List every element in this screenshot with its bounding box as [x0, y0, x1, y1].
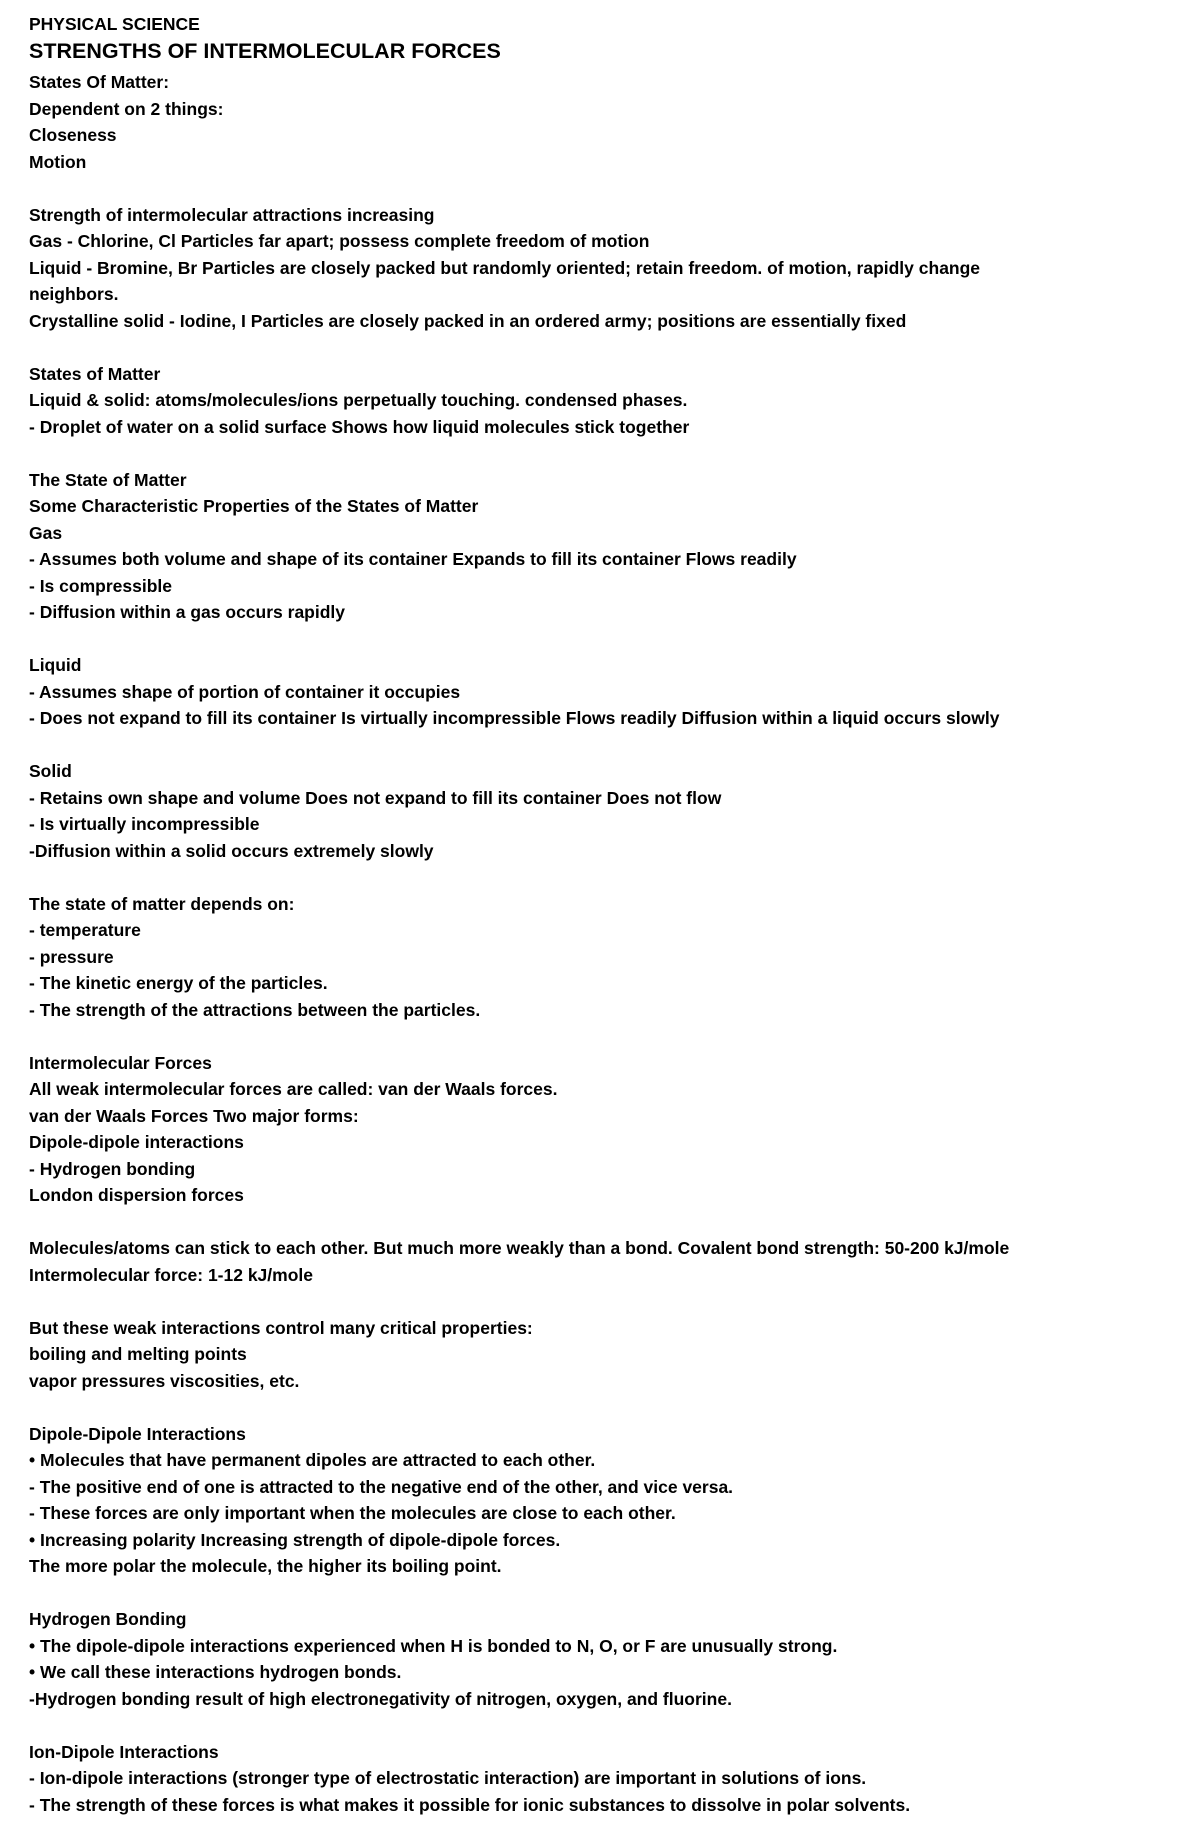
text-line: The state of matter depends on:	[29, 893, 295, 914]
text-line: Dipole-Dipole Interactions	[29, 1423, 246, 1444]
text-line: neighbors.	[29, 284, 119, 304]
blank-line	[29, 1580, 1180, 1607]
blank-line	[29, 1023, 1180, 1050]
text-line: • The dipole-dipole interactions experienced when H is bonded to N, O, or F are unusually strong.	[29, 1635, 838, 1656]
blank-line	[29, 334, 1180, 361]
text-line: -Diffusion within a solid occurs extremely slowly	[29, 840, 434, 861]
text-line: Gas	[29, 522, 63, 543]
text-line: - Ion-dipole interactions (stronger type of electrostatic interaction) are important in solutions of ions.	[29, 1768, 867, 1788]
text-line: Gas - Chlorine, Cl Particles far apart; possess complete freedom of motion	[29, 231, 650, 251]
text-line: Hydrogen Bonding	[29, 1609, 187, 1629]
text-line: - Diffusion within a gas occurs rapidly	[29, 602, 346, 622]
text-line: Intermolecular Forces	[29, 1052, 212, 1073]
text-line: Solid	[29, 761, 72, 781]
text-line: - The kinetic energy of the particles.	[29, 973, 328, 993]
blank-line	[29, 440, 1180, 467]
text-line: States Of Matter:	[29, 72, 170, 92]
text-line: - Is compressible	[29, 575, 172, 596]
text-line: boiling and melting points	[29, 1344, 247, 1364]
text-line: - Does not expand to fill its container Is virtually incompressible Flows readily Diffusion within a liquid occurs slowly	[29, 708, 1000, 728]
text-line: - Droplet of water on a solid surface Shows how liquid molecules stick together	[29, 416, 690, 437]
text-line: • We call these interactions hydrogen bonds.	[29, 1662, 402, 1682]
text-line: • Increasing polarity Increasing strength of dipole-dipole forces.	[29, 1529, 561, 1550]
text-line: Ion-Dipole Interactions	[29, 1741, 219, 1762]
text-line: But these weak interactions control many critical properties:	[29, 1317, 533, 1338]
text-line: vapor pressures viscosities, etc.	[29, 1370, 300, 1391]
text-line: - The strength of these forces is what makes it possible for ionic substances to dissolve in polar solvents.	[29, 1794, 911, 1815]
text-line: • Molecules that have permanent dipoles are attracted to each other.	[29, 1450, 596, 1470]
blank-line	[29, 1288, 1180, 1315]
text-line: - These forces are only important when the molecules are close to each other.	[29, 1503, 676, 1523]
text-line: - Assumes both volume and shape of its container Expands to fill its container Flows readily	[29, 549, 797, 569]
text-line: Dipole-dipole interactions	[29, 1132, 244, 1152]
text-line: Liquid & solid: atoms/molecules/ions perpetually touching. condensed phases.	[29, 390, 688, 410]
text-line: All weak intermolecular forces are called: van der Waals forces.	[29, 1079, 558, 1099]
text-line: - Retains own shape and volume Does not expand to fill its container Does not flow	[29, 787, 722, 808]
blank-line	[29, 1394, 1180, 1421]
text-line: - Assumes shape of portion of container it occupies	[29, 681, 461, 702]
blank-line	[29, 626, 1180, 653]
text-line: -Hydrogen bonding result of high electronegativity of nitrogen, oxygen, and fluorine.	[29, 1688, 732, 1709]
text-line: Liquid	[29, 655, 82, 675]
blank-line	[29, 175, 1180, 202]
text-line: Strength of intermolecular attractions increasing	[29, 204, 435, 225]
blank-line	[29, 732, 1180, 759]
text-line: Dependent on 2 things:	[29, 98, 224, 119]
text-line: - The positive end of one is attracted to the negative end of the other, and vice versa.	[29, 1476, 734, 1497]
subject-heading: PHYSICAL SCIENCE	[29, 14, 200, 34]
blank-line	[29, 1209, 1180, 1236]
page-title: STRENGTHS OF INTERMOLECULAR FORCES	[29, 39, 501, 63]
text-line: - Hydrogen bonding	[29, 1158, 196, 1179]
text-line: Closeness	[29, 125, 117, 145]
text-line: States of Matter	[29, 363, 161, 384]
text-line: Motion	[29, 151, 87, 172]
text-line: Some Characteristic Properties of the States of Matter	[29, 496, 479, 516]
text-line: - Is virtually incompressible	[29, 814, 260, 834]
text-line: Intermolecular force: 1-12 kJ/mole	[29, 1264, 313, 1285]
document-body	[29, 69, 1180, 1818]
text-line: - pressure	[29, 946, 114, 967]
text-line: The more polar the molecule, the higher its boiling point.	[29, 1556, 502, 1576]
blank-line	[29, 864, 1180, 891]
text-line: Liquid - Bromine, Br Particles are closely packed but randomly oriented; retain freedom. of motion, rapidly change	[29, 257, 981, 278]
text-line: - temperature	[29, 920, 141, 940]
text-line: - The strength of the attractions between the particles.	[29, 999, 481, 1020]
text-line: Molecules/atoms can stick to each other. But much more weakly than a bond. Covalent bond strength: 50-200 kJ/mole	[29, 1238, 1010, 1258]
document-page	[29, 12, 1180, 1818]
text-line: London dispersion forces	[29, 1185, 244, 1205]
text-line: Crystalline solid - Iodine, I Particles are closely packed in an ordered army; positions are essentially fixed	[29, 310, 907, 331]
text-line: The State of Matter	[29, 469, 187, 490]
text-line: van der Waals Forces Two major forms:	[29, 1105, 359, 1126]
blank-line	[29, 1712, 1180, 1739]
